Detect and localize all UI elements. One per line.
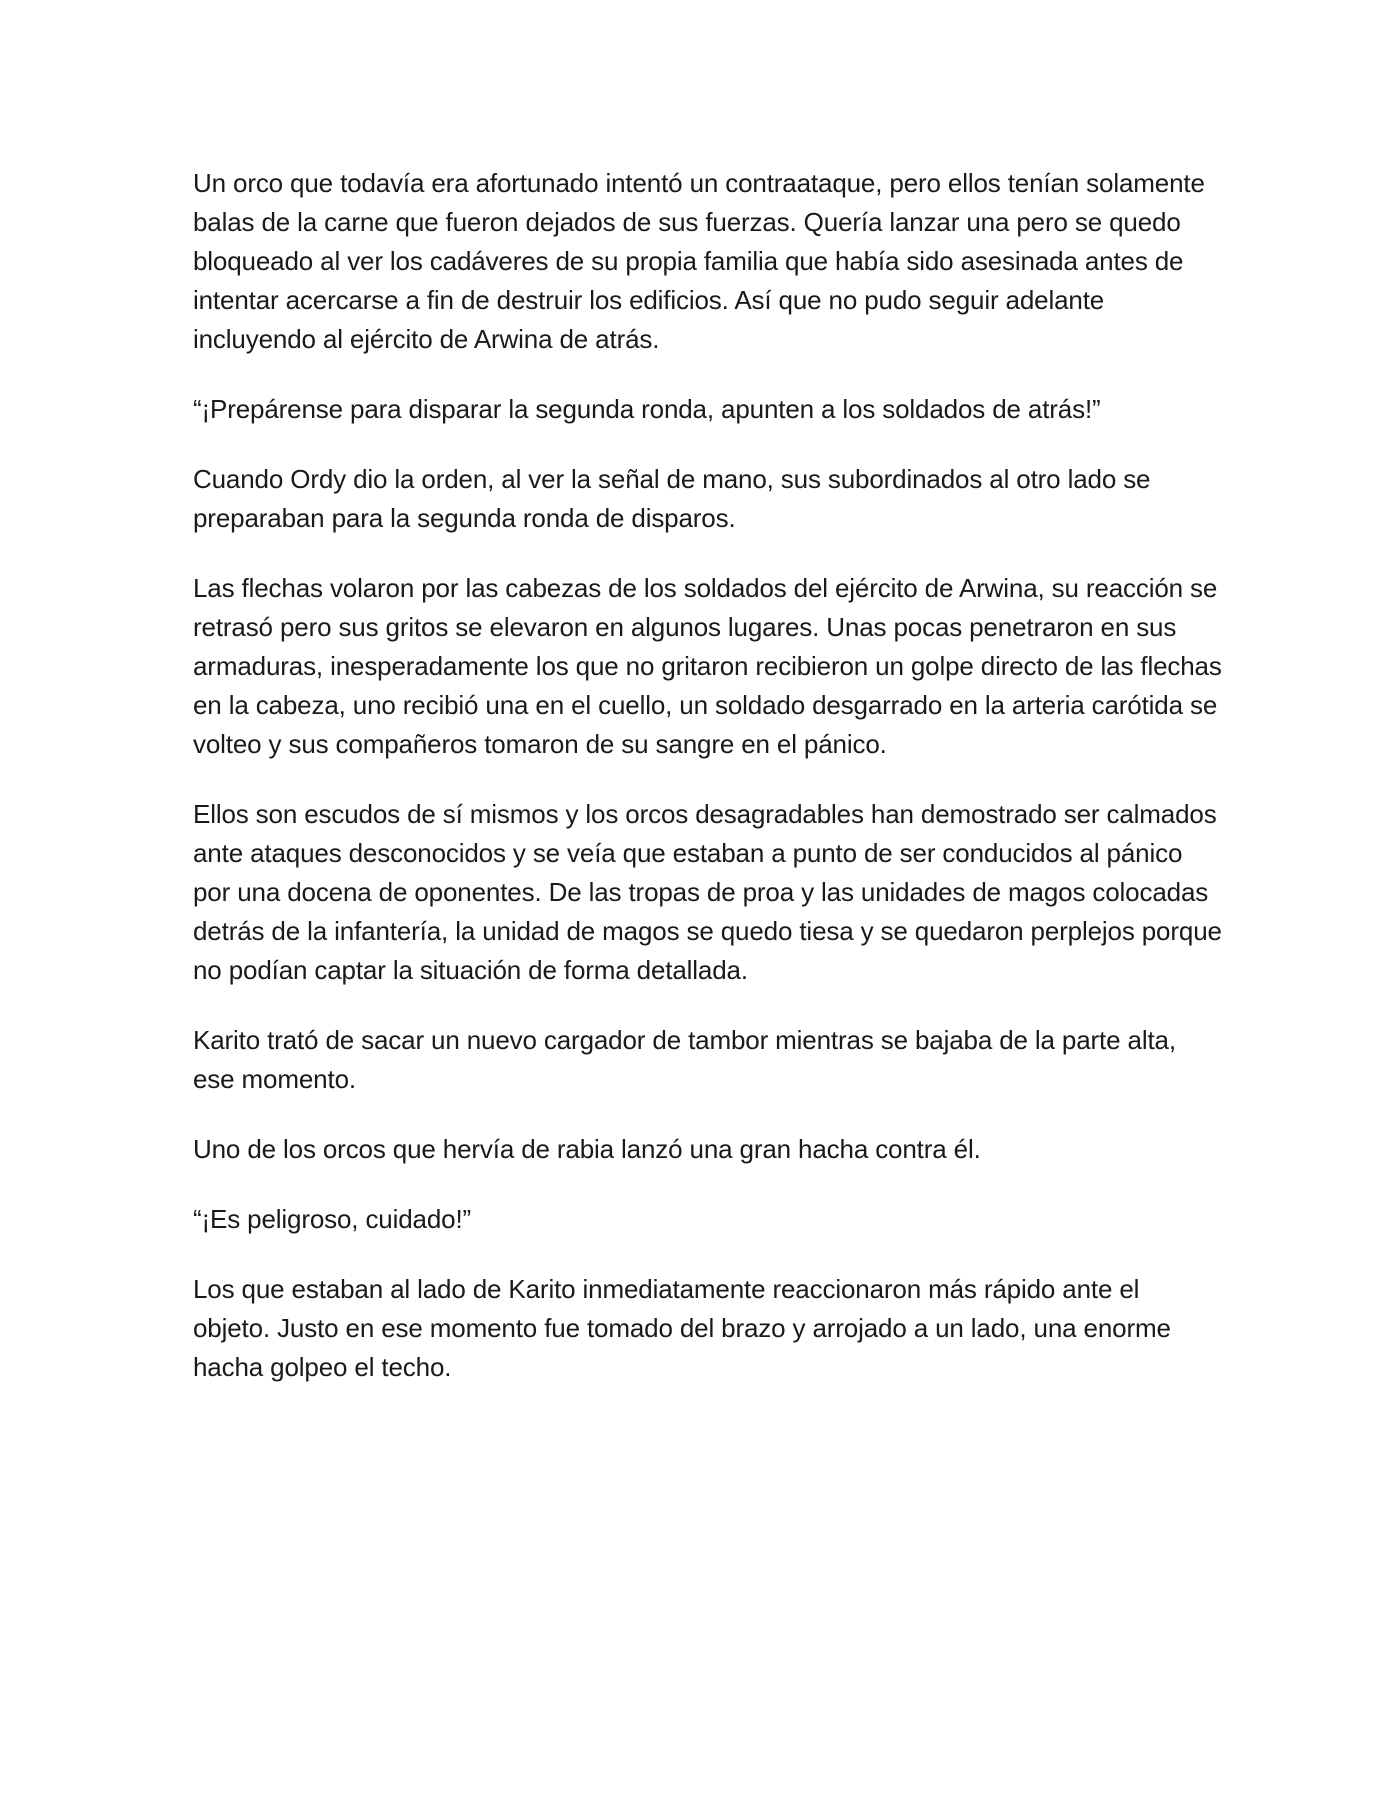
paragraph-8: “¡Es peligroso, cuidado!” xyxy=(193,1204,472,1234)
paragraph-3: Cuando Ordy dio la orden, al ver la señal de mano, sus subordinados al otro lado se preparaban para la segunda ronda de disparos. xyxy=(193,464,1151,533)
paragraph-1: Un orco que todavía era afortunado intentó un contraataque, pero ellos tenían solamente balas de la carne que fueron dejados de sus fuerzas. Quería lanzar una pero se quedo bloqueado al ver los cadáveres de su propia familia que había sido asesinada antes de intentar acercarse a fin de destruir los edificios. Así que no pudo seguir adelante incluyendo al ejército de Arwina de atrás. xyxy=(193,168,1205,354)
paragraph-2: “¡Prepárense para disparar la segunda ronda, apunten a los soldados de atrás!” xyxy=(193,394,1101,424)
paragraph-7: Uno de los orcos que hervía de rabia lanzó una gran hacha contra él. xyxy=(193,1134,981,1164)
paragraph-4: Las flechas volaron por las cabezas de los soldados del ejército de Arwina, su reacción se retrasó pero sus gritos se elevaron en algunos lugares. Unas pocas penetraron en sus armaduras, inesperadamente los que no gritaron recibieron un golpe directo de las flechas en la cabeza, uno recibió una en el cuello, un soldado desgarrado en la arteria carótida se volteo y sus compañeros tomaron de su sangre en el pánico. xyxy=(193,573,1222,759)
paragraph-9: Los que estaban al lado de Karito inmediatamente reaccionaron más rápido ante el objeto. Justo en ese momento fue tomado del brazo y arrojado a un lado, una enorme hacha golpeo el techo. xyxy=(193,1274,1171,1382)
document-body xyxy=(193,164,1223,1418)
paragraph-6: Karito trató de sacar un nuevo cargador de tambor mientras se bajaba de la parte alta, ese momento. xyxy=(193,1025,1176,1094)
paragraph-5: Ellos son escudos de sí mismos y los orcos desagradables han demostrado ser calmados ante ataques desconocidos y se veía que estaban a punto de ser conducidos al pánico por una docena de oponentes. De las tropas de proa y las unidades de magos colocadas detrás de la infantería, la unidad de magos se quedo tiesa y se quedaron perplejos porque no podían captar la situación de forma detallada. xyxy=(193,799,1222,985)
